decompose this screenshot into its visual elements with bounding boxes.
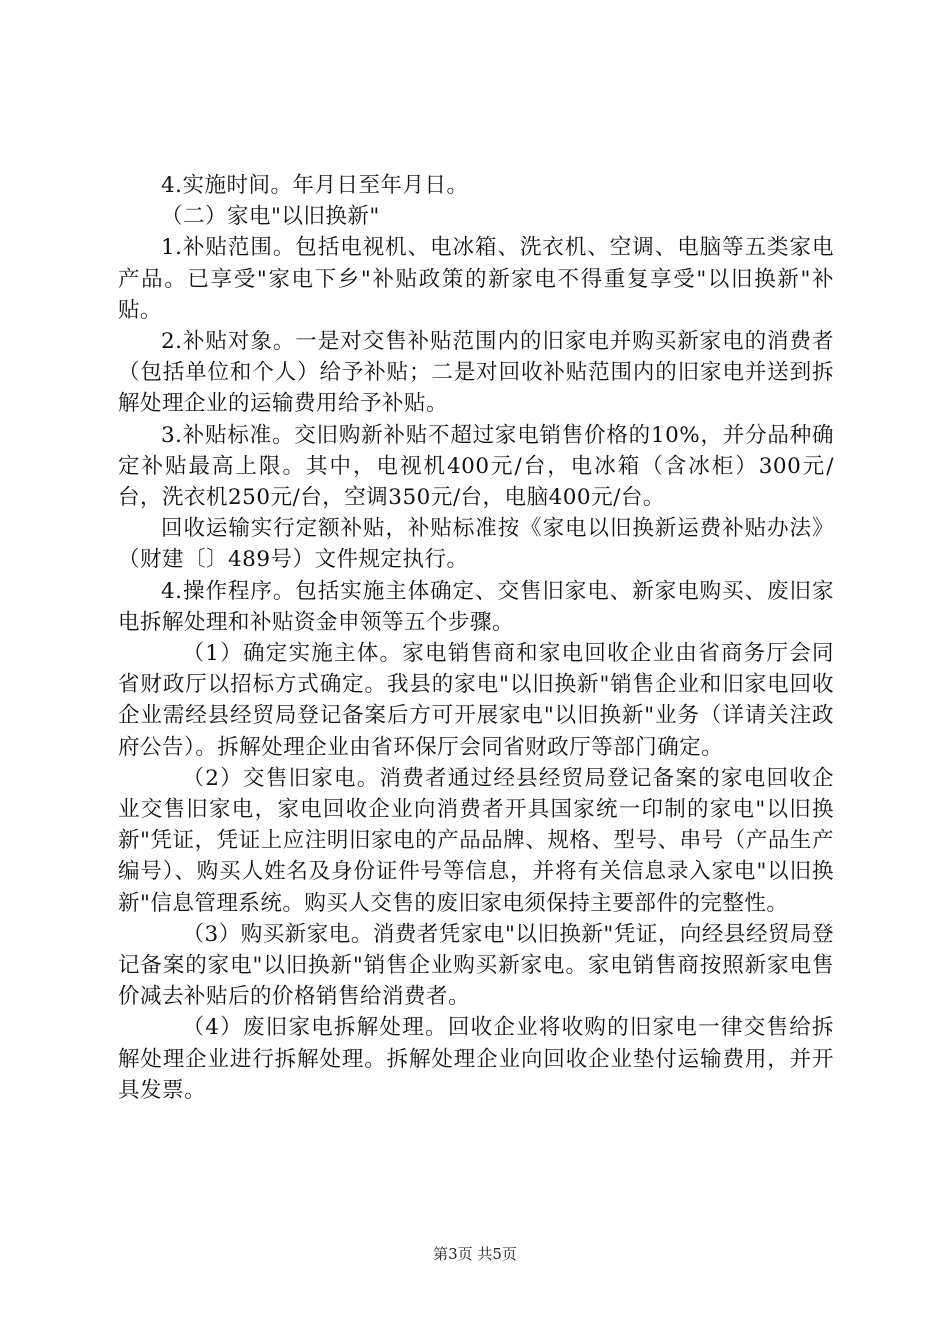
- paragraph-step-4: （4）废旧家电拆解处理。回收企业将收购的旧家电一律交售给拆解处理企业进行拆解处理。拆解处理企业向回收企业垫付运输费用，并开具发票。: [118, 1015, 834, 1103]
- section-heading-trade-in: （二）家电"以旧换新": [161, 204, 380, 230]
- paragraph-subsidy-target: 2.补贴对象。一是对交售补贴范围内的旧家电并购买新家电的消费者（包括单位和个人）给予补贴；二是对回收补贴范围内的旧家电并送到拆解处理企业的运输费用给予补贴。: [118, 329, 834, 417]
- paragraph-step-3: （3）购买新家电。消费者凭家电"以旧换新"凭证，向经县经贸局登记备案的家电"以旧换新"销售企业购买新家电。家电销售商按照新家电售价减去补贴后的价格销售给消费者。: [118, 921, 834, 1010]
- paragraph-operating-procedure: 4.操作程序。包括实施主体确定、交售旧家电、新家电购买、废旧家电拆解处理和补贴资金申领等五个步骤。: [118, 578, 834, 635]
- paragraph-transport-subsidy: 回收运输实行定额补贴，补贴标准按《家电以旧换新运费补贴办法》（财建〔〕489号）文件规定执行。: [118, 516, 834, 573]
- paragraph-subsidy-standard: 3.补贴标准。交旧购新补贴不超过家电销售价格的10%，并分品种确定补贴最高上限。其中，电视机400元/台，电冰箱（含冰柜）300元/台，洗衣机250元/台，空调350元/台，电脑400元/台。: [118, 422, 834, 511]
- paragraph-subsidy-scope: 1.补贴范围。包括电视机、电冰箱、洗衣机、空调、电脑等五类家电产品。已享受"家电下乡"补贴政策的新家电不得重复享受"以旧换新"补贴。: [118, 235, 834, 323]
- document-body: [118, 170, 834, 1106]
- paragraph-step-1: （1）确定实施主体。家电销售商和家电回收企业由省商务厅会同省财政厅以招标方式确定。我县的家电"以旧换新"销售企业和旧家电回收企业需经县经贸局登记备案后方可开展家电"以旧换新"业务（详请关注政府公告）。拆解处理企业由省环保厅会同省财政厅等部门确定。: [118, 641, 834, 760]
- paragraph-implementation-time: 4.实施时间。年月日至年月日。: [161, 173, 469, 198]
- paragraph-step-2: （2）交售旧家电。消费者通过经县经贸局登记备案的家电回收企业交售旧家电，家电回收企业向消费者开具国家统一印制的家电"以旧换新"凭证，凭证上应注明旧家电的产品品牌、规格、型号、串号（产品生产编号）、购买人姓名及身份证件号等信息，并将有关信息录入家电"以旧换新"信息管理系统。购买人交售的废旧家电须保持主要部件的完整性。: [118, 765, 834, 916]
- page-number-footer: 第3页 共5页: [433, 1245, 517, 1263]
